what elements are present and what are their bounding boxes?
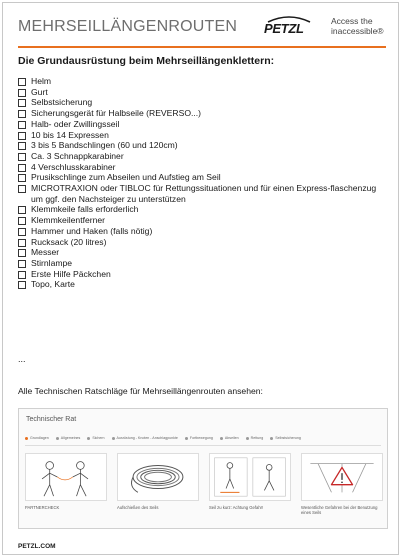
item-label: Helm [31,76,52,86]
preview-tile[interactable] [117,453,199,523]
preview-tile[interactable] [209,453,291,523]
preview-nav [25,433,381,443]
checkbox-icon[interactable] [18,110,26,118]
nav-item[interactable] [25,436,49,440]
checkbox-icon[interactable] [18,239,26,247]
checkbox-icon[interactable] [18,153,26,161]
preview-tile[interactable] [301,453,383,523]
rope-hazard-warning-icon [301,453,383,501]
coiled-rope-icon [117,453,199,501]
item-label: Messer [31,247,60,258]
header [18,14,387,44]
technical-advice-link-text[interactable]: Alle Technischen Ratschläge für Mehrseillängenrouten ansehen: [18,386,263,396]
checkbox-icon[interactable] [18,260,26,268]
tile-caption: PARTNERCHECK [25,505,60,510]
preview-tiles [25,453,383,523]
preview-title: Technischer Rat [26,416,77,423]
nav-item[interactable] [112,436,178,440]
nav-item[interactable] [220,436,239,440]
checkbox-icon[interactable] [18,142,26,150]
checkbox-icon[interactable] [18,271,26,279]
item-label: Rucksack (20 litres) [31,236,107,247]
brand-tagline: Access the inaccessible® [331,16,384,36]
checkbox-icon[interactable] [18,217,26,225]
radio-icon [246,437,249,440]
checkbox-icon[interactable] [18,174,26,182]
list-item[interactable] [18,119,388,130]
petzl-logo[interactable] [264,14,314,40]
document-title: MEHRSEILLÄNGENROUTEN [18,18,238,35]
item-label: 4 Verschlusskarabiner [31,161,116,172]
climbers-partner-check-icon [25,453,107,501]
checkbox-icon[interactable] [18,249,26,257]
footer-url[interactable]: PETZL.COM [18,543,56,550]
list-item[interactable] [18,279,388,290]
equipment-checklist [18,76,388,290]
item-label: Erste Hilfe Päckchen [31,268,111,279]
item-label: Klemmkeile falls erforderlich [31,204,139,215]
nav-label: Grundlagen [30,436,49,440]
item-label: Sicherungsgerät für Halbseile (REVERSO...) [31,108,202,119]
preview-divider [25,445,381,446]
item-label: Topo, Karte [31,279,75,290]
nav-label: Abseilen [224,436,239,440]
checkbox-icon[interactable] [18,164,26,172]
radio-icon [25,437,28,440]
checkbox-icon[interactable] [18,228,26,236]
nav-label: Allgemeines [60,436,81,440]
radio-icon [185,437,188,440]
checklist-heading: Die Grundausrüstung beim Mehrseillängenklettern: [18,55,275,67]
radio-icon [220,437,223,440]
header-divider [18,46,386,48]
radio-icon [112,437,115,440]
nav-item[interactable] [185,436,213,440]
radio-icon [56,437,59,440]
nav-item[interactable] [246,436,264,440]
list-item[interactable] [18,215,388,226]
nav-label: Sichern [92,436,105,440]
checkbox-icon[interactable] [18,185,26,193]
item-label: Stirnlampe [31,257,73,268]
preview-tile[interactable] [25,453,107,523]
nav-item[interactable] [270,436,301,440]
list-item[interactable] [18,76,388,87]
tile-caption: Aufschießen des Seils [117,505,159,510]
radio-icon [87,437,90,440]
list-ellipsis: ... [18,354,26,364]
nav-item[interactable] [87,436,104,440]
item-label: Klemmkeilentferner [31,215,106,226]
list-item[interactable] [18,258,388,269]
item-label: Gurt [31,86,48,97]
tile-caption: Seil zu kurz: Achtung Gefahr! [209,505,264,510]
checkbox-icon[interactable] [18,78,26,86]
list-item[interactable] [18,140,388,151]
item-label: 3 bis 5 Bandschlingen (60 und 120cm) [31,140,178,151]
nav-label: Selbstsicherung [275,436,301,440]
technical-advice-preview[interactable] [18,408,388,529]
nav-label: Rettung [250,436,264,440]
item-label: Prusikschlinge zum Abseilen und Aufstieg am Seil [31,172,221,183]
list-item[interactable] [18,237,388,248]
list-item[interactable] [18,87,388,98]
list-item[interactable] [18,269,388,280]
tile-caption: Wesentliche Gefahren bei der Benutzung eines Seils [301,505,378,515]
list-item[interactable] [18,130,388,141]
checkbox-icon[interactable] [18,132,26,140]
short-rope-danger-icon [209,453,291,501]
list-item[interactable] [18,226,388,237]
checkbox-icon[interactable] [18,99,26,107]
item-label: Ca. 3 Schnappkarabiner [31,150,124,161]
list-item[interactable] [18,172,388,183]
checkbox-icon[interactable] [18,121,26,129]
list-item[interactable] [18,162,388,173]
list-item[interactable] [18,204,388,215]
item-label: Selbstsicherung [31,97,93,108]
logo-wordmark: PETZL [264,21,304,36]
nav-label: Ausrüstung - Knoten - Anschlagpunkte [116,436,178,440]
checkbox-icon[interactable] [18,281,26,289]
item-label: Hammer und Haken (falls nötig) [31,225,153,236]
list-item[interactable] [18,151,388,162]
checkbox-icon[interactable] [18,206,26,214]
radio-icon [270,437,273,440]
nav-item[interactable] [56,436,81,440]
item-label: MICROTRAXION oder TIBLOC für Rettungssituationen und für einen Express-flaschenzug um ggf. den Nachsteiger zu unterstützen [31,183,377,204]
item-label: 10 bis 14 Expressen [31,129,109,140]
nav-label: Fortbewegung [189,436,213,440]
list-item[interactable] [18,247,388,258]
item-label: Halb- oder Zwillingsseil [31,118,120,129]
list-item[interactable] [18,183,388,204]
list-item[interactable] [18,108,388,119]
checkbox-icon[interactable] [18,89,26,97]
list-item[interactable] [18,97,388,108]
